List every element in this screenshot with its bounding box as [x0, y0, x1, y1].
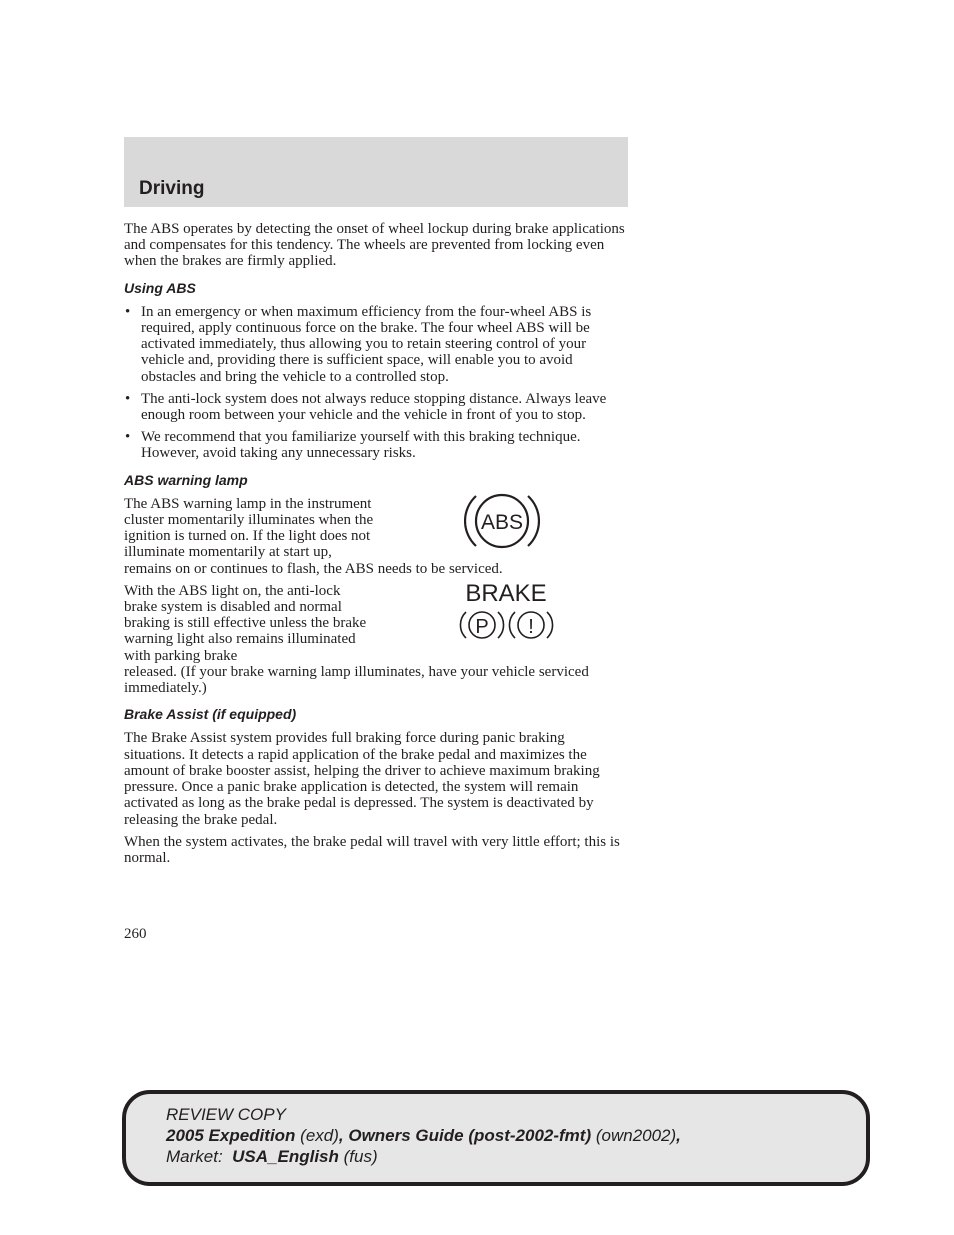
- footer-model-line: [166, 1125, 681, 1146]
- footer-model: 2005 Expedition: [166, 1126, 296, 1145]
- abs-lamp-paragraph-narrow: The ABS warning lamp in the instrument cluster momentarily illuminates when the ignition is turned on. If the light does not illuminate momentarily at start up,: [124, 495, 374, 561]
- abs-warning-icon: [464, 488, 540, 554]
- abs-lamp-paragraph-rest: remains on or continues to flash, the ABS needs to be serviced.: [124, 560, 503, 577]
- brake-icon-label: BRAKE: [465, 579, 547, 607]
- brake-assist-heading: Brake Assist (if equipped): [124, 706, 297, 723]
- brake-warning-icon: [459, 579, 554, 643]
- brake-lamp-paragraph-rest: released. (If your brake warning lamp illuminates, have your vehicle serviced immediately.): [124, 663, 589, 697]
- footer-market-line: [166, 1146, 681, 1167]
- brake-lamp-block: [124, 579, 628, 697]
- exclamation-glyph: !: [528, 615, 534, 638]
- using-abs-list: [124, 304, 628, 462]
- footer-market-label: Market:: [166, 1147, 223, 1166]
- list-item: • The anti-lock system does not always reduce stopping distance. Always leave enough room between your vehicle and the vehicle in front of you to stop.: [124, 391, 628, 423]
- list-item: • In an emergency or when maximum efficiency from the four-wheel ABS is required, apply continuous force on the brake. The four wheel ABS will be activated immediately, thus allowing you to retain steering control of your vehicle and, providing there is sufficient space, will enable you to avoid obstacles and bring the vehicle to a controlled stop.: [124, 304, 628, 385]
- page-content: [124, 221, 628, 872]
- list-item: • We recommend that you familiarize yourself with this braking technique. However, avoid taking any unnecessary risks.: [124, 429, 628, 461]
- intro-paragraph: The ABS operates by detecting the onset of wheel lockup during brake applications and compensates for this tendency. The wheels are prevented from locking even when the brakes are firmly applied.: [124, 221, 625, 270]
- brake-lamp-paragraph-narrow: With the ABS light on, the anti-lock brake system is disabled and normal braking is still effective unless the brake warning light also remains illuminated with parking brake: [124, 582, 367, 664]
- footer-guide: , Owners Guide (post-2002-fmt): [338, 1126, 592, 1145]
- page-number: 260: [124, 926, 147, 942]
- footer-review-copy: REVIEW COPY: [166, 1105, 286, 1124]
- footer-market: USA_English: [232, 1147, 339, 1166]
- footer-guide-code: (own2002): [595, 1126, 677, 1145]
- parking-brake-p-glyph: P: [475, 615, 489, 638]
- using-abs-heading: Using ABS: [124, 279, 196, 296]
- abs-icon-label: ABS: [480, 510, 524, 534]
- footer-market-code: (fus): [343, 1147, 378, 1166]
- review-copy-footer: [122, 1090, 870, 1186]
- section-title: Driving: [139, 178, 205, 199]
- footer-text: [166, 1104, 681, 1167]
- abs-lamp-heading: ABS warning lamp: [124, 471, 248, 488]
- brake-assist-paragraph-2: When the system activates, the brake pedal will travel with very little effort; this is normal.: [124, 833, 620, 866]
- footer-model-code: (exd): [300, 1126, 339, 1145]
- brake-assist-paragraph-1: The Brake Assist system provides full braking force during panic braking situations. It detects a rapid application of the brake pedal and maximizes the amount of brake booster assist, helping the driver to achieve maximum braking pressure. Once a panic brake application is detected, the system will remain activated as long as the brake pedal is depressed. The system is deactivated by releasing the brake pedal.: [124, 730, 600, 828]
- abs-lamp-block: [124, 496, 628, 577]
- footer-comma: ,: [676, 1126, 681, 1145]
